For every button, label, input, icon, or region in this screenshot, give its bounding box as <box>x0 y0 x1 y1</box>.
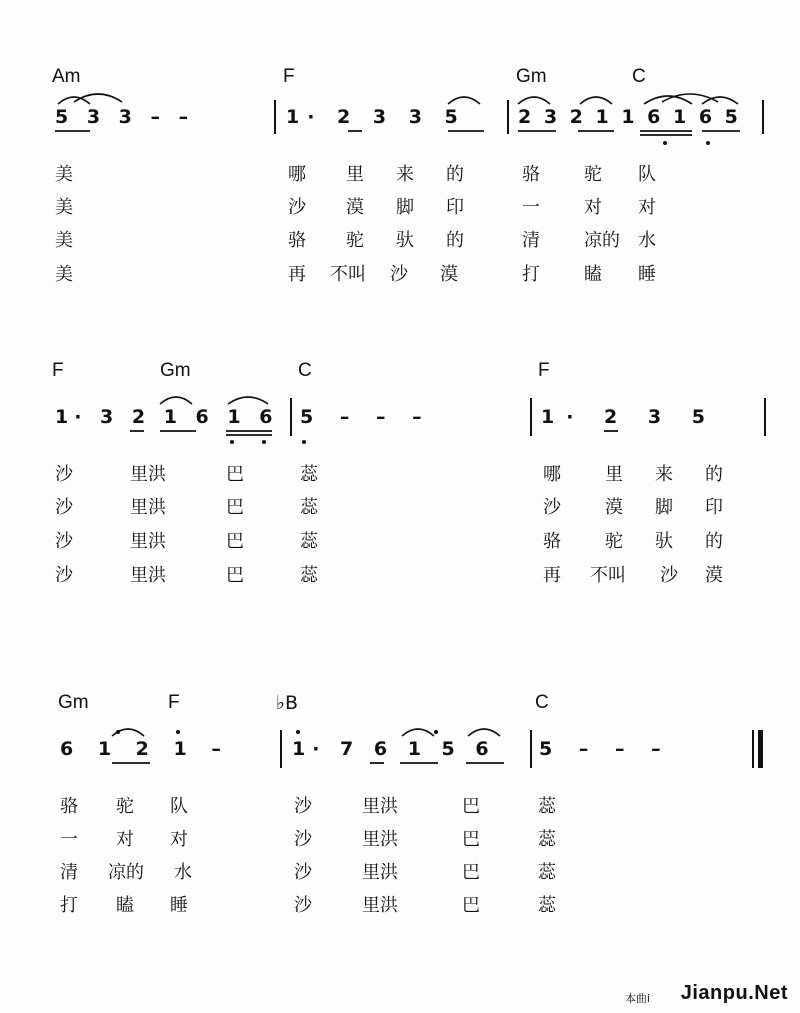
lyric: 凉的 <box>108 862 144 883</box>
lyric: 里 <box>605 464 623 485</box>
lyric: 巴 <box>226 531 244 552</box>
octave-dot <box>116 730 120 734</box>
lyric: 打 <box>522 264 540 285</box>
lyric: 打 <box>60 895 78 916</box>
lyric: 蕊 <box>538 895 556 916</box>
lyric: 印 <box>705 497 723 518</box>
octave-dot <box>230 440 234 444</box>
chord-c: C <box>298 360 312 381</box>
lyric: 沙 <box>55 497 73 518</box>
measure-8-notes: 1· 7 6 1 5 6 <box>292 738 496 760</box>
lyric: 对 <box>116 829 134 850</box>
lyric: 沙 <box>543 497 561 518</box>
lyric: 沙 <box>55 565 73 586</box>
measure-3-notes: 2 3 2 1 1 6 1 6 5 <box>518 106 741 128</box>
lyric: 对 <box>170 829 188 850</box>
octave-dot <box>176 730 180 734</box>
lyric: 不叫 <box>590 565 626 586</box>
lyric: 对 <box>638 197 656 218</box>
lyric: 漠 <box>705 565 723 586</box>
lyric: 蕊 <box>300 464 318 485</box>
chord-f: F <box>283 66 295 87</box>
lyric: 水 <box>174 862 192 883</box>
lyric: 骆 <box>522 164 540 185</box>
lyric: 脚 <box>655 497 673 518</box>
lyric: 里洪 <box>362 829 398 850</box>
lyric: 驼 <box>346 230 364 251</box>
measure-2-notes: 1· 2 3 3 5 <box>286 106 466 128</box>
slur <box>468 729 500 736</box>
octave-dot <box>296 730 300 734</box>
slur <box>580 97 612 104</box>
chord-b-flat: ♭B <box>276 692 298 714</box>
lyric: 再 <box>288 264 306 285</box>
lyric: 巴 <box>226 464 244 485</box>
lyric: 队 <box>170 796 188 817</box>
lyric: 里洪 <box>130 464 166 485</box>
slur <box>74 94 122 102</box>
lyric: 巴 <box>462 862 480 883</box>
lyric: 来 <box>655 464 673 485</box>
lyric: 清 <box>522 230 540 251</box>
lyric: 蕊 <box>538 829 556 850</box>
lyric: 里 <box>346 164 364 185</box>
lyric: 漠 <box>605 497 623 518</box>
site-watermark: Jianpu.Net <box>680 982 788 1004</box>
lyric: 睡 <box>638 264 656 285</box>
octave-dot <box>262 440 266 444</box>
chord-gm: Gm <box>58 692 89 713</box>
lyric: 沙 <box>390 264 408 285</box>
octave-dot <box>434 730 438 734</box>
lyric: 凉的 <box>584 230 620 251</box>
lyric: 蕊 <box>300 531 318 552</box>
lyric: 沙 <box>294 796 312 817</box>
lyric: 的 <box>705 531 723 552</box>
lyric: 不叫 <box>330 264 366 285</box>
lyric: 骆 <box>60 796 78 817</box>
lyric: 里洪 <box>362 895 398 916</box>
lyric: 蕊 <box>300 565 318 586</box>
lyric: 睡 <box>170 895 188 916</box>
lyric: 沙 <box>55 464 73 485</box>
lyric: 漠 <box>346 197 364 218</box>
lyric: 蕊 <box>538 862 556 883</box>
lyric: 一 <box>522 197 540 218</box>
lyric: 美 <box>55 197 73 218</box>
slur <box>644 96 692 104</box>
lyric: 蕊 <box>538 796 556 817</box>
lyric: 里洪 <box>362 862 398 883</box>
lyric: 沙 <box>55 531 73 552</box>
lyric: 沙 <box>660 565 678 586</box>
lyric: 沙 <box>288 197 306 218</box>
lyric: 里洪 <box>130 497 166 518</box>
lyric: 巴 <box>226 565 244 586</box>
lyric: 水 <box>638 230 656 251</box>
lyric: 里洪 <box>130 565 166 586</box>
slur <box>448 97 480 104</box>
lyric: 来 <box>396 164 414 185</box>
lyric: 的 <box>446 230 464 251</box>
lyric: 沙 <box>294 895 312 916</box>
chord-gm: Gm <box>516 66 547 87</box>
lyric: 巴 <box>226 497 244 518</box>
lyric: 巴 <box>462 796 480 817</box>
lyric: 里洪 <box>362 796 398 817</box>
lyric: 再 <box>543 565 561 586</box>
lyric: 蕊 <box>300 497 318 518</box>
lyric: 驼 <box>584 164 602 185</box>
measure-6-notes: 1· 2 3 5 <box>541 406 717 428</box>
lyric: 巴 <box>462 829 480 850</box>
chord-c: C <box>632 66 646 87</box>
lyric: 驮 <box>655 531 673 552</box>
lyric: 里洪 <box>130 531 166 552</box>
lyric: 巴 <box>462 895 480 916</box>
octave-dot <box>302 440 306 444</box>
lyric: 美 <box>55 264 73 285</box>
chord-f: F <box>52 360 64 381</box>
lyric: 哪 <box>288 164 306 185</box>
measure-4-notes: 1· 3 2 1 6 1 6 <box>55 406 279 428</box>
chord-f: F <box>538 360 550 381</box>
slur <box>58 97 90 104</box>
lyric: 队 <box>638 164 656 185</box>
lyric: 瞌 <box>116 895 134 916</box>
lyric: 骆 <box>543 531 561 552</box>
slur <box>702 97 738 104</box>
lyric: 沙 <box>294 862 312 883</box>
measure-7-notes: 6 1 2 1 – <box>60 738 230 760</box>
measure-5-notes: 5 – – – <box>300 406 432 428</box>
lyric: 脚 <box>396 197 414 218</box>
octave-dot <box>706 141 710 145</box>
slur <box>518 97 550 104</box>
lyric: 瞌 <box>584 264 602 285</box>
chord-f: F <box>168 692 180 713</box>
measure-9-notes: 5 – – – <box>539 738 671 760</box>
lyric: 美 <box>55 164 73 185</box>
lyric: 哪 <box>543 464 561 485</box>
slur <box>402 729 434 736</box>
slur <box>662 94 718 102</box>
lyric: 对 <box>584 197 602 218</box>
lyric: 印 <box>446 197 464 218</box>
lyric: 沙 <box>294 829 312 850</box>
lyric: 驼 <box>116 796 134 817</box>
lyric: 驮 <box>396 230 414 251</box>
chord-gm: Gm <box>160 360 191 381</box>
lyric: 的 <box>446 164 464 185</box>
credit-text: 本曲i <box>624 992 650 1005</box>
lyric: 漠 <box>440 264 458 285</box>
lyric: 美 <box>55 230 73 251</box>
lyric: 清 <box>60 862 78 883</box>
octave-dot <box>663 141 667 145</box>
lyric: 驼 <box>605 531 623 552</box>
chord-am: Am <box>52 66 81 87</box>
slur <box>228 397 268 404</box>
measure-1-notes: 5 3 3 – – <box>55 106 195 128</box>
lyric: 一 <box>60 829 78 850</box>
slur <box>160 397 192 404</box>
lyric: 骆 <box>288 230 306 251</box>
lyric: 的 <box>705 464 723 485</box>
chord-c: C <box>535 692 549 713</box>
